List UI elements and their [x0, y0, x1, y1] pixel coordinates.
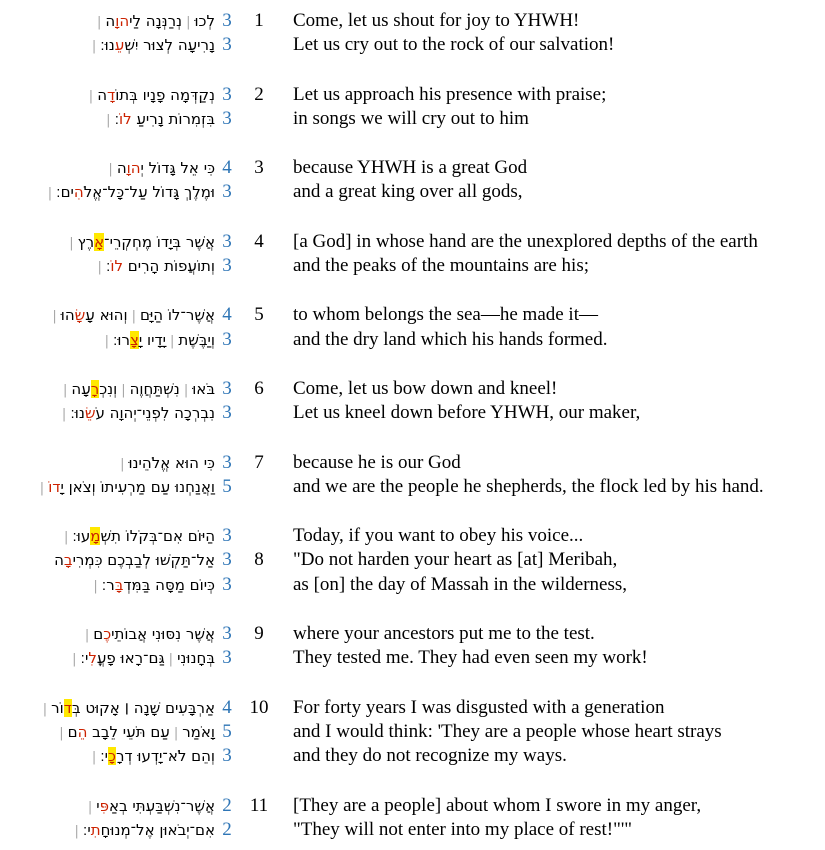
- hebrew-line: [0, 744, 215, 770]
- verse-group: [0, 524, 825, 597]
- verse-group: [0, 303, 825, 352]
- stress-count: 3: [222, 181, 232, 203]
- colon-divider-bar: |: [93, 578, 98, 594]
- stressed-letter: הִ: [73, 183, 84, 202]
- stress-count: 4: [222, 304, 232, 326]
- hebrew-line: [0, 83, 215, 109]
- stressed-letter: עֵ: [114, 36, 125, 55]
- hebrew-line: [0, 475, 215, 501]
- highlighted-stressed-letter: ד: [63, 698, 72, 717]
- hebrew-text: גַּם־רָאוּ פָעֳ: [96, 649, 165, 668]
- stress-count: 3: [222, 549, 232, 571]
- highlighted-stressed-letter: כָ: [108, 747, 116, 766]
- hebrew-line: [0, 254, 215, 280]
- colon-divider-bar: |: [97, 15, 102, 30]
- stress-count: 4: [222, 696, 232, 718]
- hebrew-text: עָה: [71, 379, 91, 398]
- hebrew-text: בִּזְמִרוֹת נָרִיעַ: [131, 109, 215, 128]
- english-line: to whom belongs the sea—he made it—: [293, 304, 598, 326]
- stress-count: 2: [222, 794, 232, 816]
- hebrew-text: וַאֲנַחְנוּ עַם מַרְעִיתוֹ וְצֹאן יָ: [60, 477, 215, 496]
- hebrew-text: ה: [97, 85, 107, 104]
- english-line: Let us approach his presence with praise;: [293, 83, 607, 105]
- hebrew-text: ה: [54, 551, 64, 570]
- stress-count: 3: [222, 328, 232, 350]
- hebrew-text: הוּ: [60, 306, 75, 325]
- english-line: and I would think: 'They are a people whose heart strays: [293, 720, 722, 742]
- hebrew-line: [0, 451, 215, 477]
- hebrew-text: וְיַבֶּשֶׁת: [178, 330, 215, 349]
- stress-count: 5: [222, 475, 232, 497]
- english-line: in songs we will cry out to him: [293, 107, 529, 129]
- stress-count: 3: [222, 83, 232, 105]
- hebrew-text: אֲשֶׁר בְּיָדוֹ מֶחְקְרֵי־: [104, 232, 215, 251]
- hebrew-line: [0, 794, 215, 820]
- stressed-letter: בָּ: [114, 575, 124, 594]
- verse-group: [0, 83, 825, 132]
- verse-group: [0, 696, 825, 769]
- colon-divider-bar: |: [87, 799, 93, 815]
- hebrew-text: ם: [93, 625, 104, 644]
- colon-divider-bar: |: [120, 456, 125, 472]
- colon-divider-bar: |: [59, 725, 64, 741]
- hebrew-text: ׃: [105, 257, 111, 276]
- hebrew-line: [0, 230, 215, 256]
- hebrew-text: ה: [105, 12, 116, 30]
- stressed-letter: תִ: [90, 820, 101, 839]
- highlighted-stressed-letter: רָ: [90, 379, 100, 398]
- english-line: Come, let us shout for joy to YHWH!: [293, 10, 580, 31]
- poetry-line-row: [0, 524, 825, 548]
- poetry-line-row: [0, 744, 825, 768]
- poetry-line-row: [0, 254, 825, 278]
- verse-group: [0, 451, 825, 500]
- verse-number: 2: [254, 83, 264, 105]
- hebrew-text: ר׃: [101, 575, 115, 594]
- poetry-line-row: [0, 328, 825, 352]
- hebrew-text: וְהֵם לֹא־יָדְעוּ דְרָ: [115, 747, 215, 766]
- hebrew-text: לְכוּ: [194, 12, 215, 30]
- colon-divider-bar: |: [42, 701, 48, 717]
- hebrew-text: י׃: [80, 649, 89, 668]
- colon-divider-bar: |: [63, 530, 69, 546]
- hebrew-text: ים׃: [56, 183, 74, 202]
- hebrew-text: ׃: [114, 109, 119, 128]
- colon-divider-bar: |: [97, 260, 102, 276]
- colon-divider-bar: |: [170, 333, 175, 349]
- hebrew-line: [0, 524, 215, 550]
- english-line: as [on] the day of Massah in the wilderness,: [293, 573, 628, 595]
- verse-number: 4: [254, 230, 264, 252]
- english-line: where your ancestors put me to the test.: [293, 623, 595, 645]
- hebrew-text: וְתוֹעֲפוֹת הָרִים: [123, 257, 215, 276]
- english-line: [They are a people] about whom I swore in my anger,: [293, 794, 702, 816]
- hebrew-line: [0, 33, 215, 59]
- stress-count: 3: [222, 107, 232, 129]
- stress-count: 5: [222, 720, 232, 742]
- verse-number: 11: [249, 794, 269, 816]
- verse-number: 8: [254, 549, 264, 571]
- poetry-line-row: [0, 818, 825, 842]
- hebrew-line: [0, 696, 215, 722]
- hebrew-line: [0, 303, 215, 329]
- english-line: Come, let us bow down and kneel!: [293, 377, 558, 399]
- verse-group: [0, 794, 825, 843]
- highlighted-stressed-letter: מָ: [90, 527, 101, 546]
- poetry-line-row: [0, 401, 825, 425]
- hebrew-text: בְּחָנוּנִי: [177, 649, 215, 668]
- hebrew-text: נִשְׁתַּחֲוֶה: [129, 379, 180, 398]
- verse-number: 9: [254, 623, 264, 645]
- english-line: Let us cry out to the rock of our salvation!: [293, 34, 615, 56]
- verse-number: 3: [254, 157, 264, 179]
- english-line: Today, if you want to obey his voice...: [293, 525, 584, 547]
- stressed-letter: הוָ: [115, 12, 130, 30]
- colon-divider-bar: |: [106, 112, 111, 128]
- stressed-letter: הוָ: [126, 159, 141, 178]
- stressed-letter: דָ: [107, 85, 116, 104]
- poetry-line-row: [0, 107, 825, 131]
- colon-divider-bar: |: [104, 333, 109, 349]
- english-line: and the peaks of the mountains are his;: [293, 255, 590, 277]
- hebrew-line: [0, 720, 215, 746]
- stressed-letter: פִּ: [99, 796, 109, 815]
- stress-count: 3: [222, 647, 232, 669]
- verse-number: 5: [254, 304, 264, 326]
- hebrew-text: וֹר: [51, 698, 64, 717]
- stressed-letter: לוֹ: [119, 109, 132, 128]
- colon-divider-bar: |: [84, 628, 90, 644]
- english-line: [a God] in whose hand are the unexplored depths of the earth: [293, 230, 758, 252]
- colon-divider-bar: |: [131, 309, 136, 325]
- stressed-letter: שֵׂ: [84, 404, 96, 423]
- hebrew-line: [0, 107, 215, 133]
- hebrew-line: [0, 9, 215, 35]
- hebrew-text: וְנִכְ: [99, 379, 118, 398]
- poetry-line-row: [0, 83, 825, 107]
- hebrew-text: יָדָיו יָ: [138, 330, 166, 349]
- poetry-line-row: [0, 548, 825, 572]
- hebrew-text: נוּ׃: [70, 404, 85, 423]
- hebrew-text: אֲשֶׁר נִסּוּנִי אֲבוֹתֵי: [111, 625, 215, 644]
- hebrew-text: ה: [116, 159, 127, 178]
- hebrew-line: [0, 156, 215, 182]
- stressed-letter: לוֹ: [110, 257, 123, 276]
- hebrew-text: בֹּאוּ: [192, 379, 215, 398]
- stress-count: 3: [222, 230, 232, 252]
- stressed-letter: הֵ: [77, 722, 88, 741]
- hebrew-text: י: [96, 796, 100, 815]
- stress-count: 3: [222, 623, 232, 645]
- hebrew-text: נְקַדְּמָה פָנָיו בְּתוֹ: [115, 85, 215, 104]
- stressed-letter: בָ: [63, 551, 73, 570]
- colon-divider-bar: |: [108, 162, 113, 178]
- hebrew-text: נִבְרְכָה לִפְנֵי־יְהוָה עֹ: [95, 404, 215, 423]
- colon-divider-bar: |: [47, 186, 53, 202]
- hebrew-text: וָאֹמַר: [182, 722, 215, 741]
- colon-divider-bar: |: [88, 88, 94, 104]
- hebrew-text: וְהוּא עָ: [85, 306, 128, 325]
- hebrew-line: [0, 180, 215, 206]
- hebrew-line: [0, 573, 215, 599]
- hebrew-line: [0, 377, 215, 403]
- verse-group: [0, 622, 825, 671]
- hebrew-text: אֲשֶׁר־לוֹ הַיָּם: [139, 306, 215, 325]
- english-line: because he is our God: [293, 451, 461, 473]
- hebrew-text: אֲשֶׁר־נִשְׁבַּעְתִּי בְאַ: [108, 796, 215, 815]
- poetry-line-row: [0, 180, 825, 204]
- colon-divider-bar: |: [69, 235, 74, 251]
- poetry-line-row: [0, 230, 825, 254]
- hebrew-text: עַם תֹּעֵי לֵבָב: [87, 722, 170, 741]
- hebrew-text: אַרְבָּעִים שָׁנָה ׀ אָקוּט בְּ: [71, 698, 215, 717]
- colon-divider-bar: |: [91, 39, 97, 55]
- stress-count: 3: [222, 402, 232, 424]
- stress-count: 3: [222, 745, 232, 767]
- verse-group: [0, 9, 825, 58]
- stress-count: 3: [222, 525, 232, 547]
- verse-number: 10: [249, 696, 269, 718]
- verse-number: 7: [254, 451, 264, 473]
- poetry-line-row: [0, 156, 825, 180]
- stressed-letter: כֶ: [103, 625, 112, 644]
- colon-divider-bar: |: [61, 407, 67, 423]
- english-line: and a great king over all gods,: [293, 181, 523, 203]
- hebrew-line: [0, 646, 215, 672]
- stress-count: 3: [222, 573, 232, 595]
- english-line: They tested me. They had even seen my work!: [293, 647, 648, 669]
- stress-count: 3: [222, 255, 232, 277]
- hebrew-text: י׃: [100, 747, 109, 766]
- hebrew-line: [0, 548, 215, 572]
- hebrew-text: אַל־תַּקְשׁוּ לְבַבְכֶם כִּמְרִי: [72, 551, 215, 570]
- english-line: Let us kneel down before YHWH, our maker,: [293, 402, 641, 424]
- verse-group: [0, 156, 825, 205]
- english-line: because YHWH is a great God: [293, 157, 528, 179]
- colon-divider-bar: |: [74, 823, 79, 839]
- hebrew-text: ם: [67, 722, 78, 741]
- hebrew-text: כְּיוֹם מַסָּה בַּמִּדְ: [123, 575, 215, 594]
- verse-group: [0, 377, 825, 426]
- english-line: "They will not enter into my place of rest!"'": [293, 818, 633, 840]
- colon-divider-bar: |: [63, 382, 68, 398]
- poetry-line-row: [0, 9, 825, 33]
- stress-count: 3: [222, 377, 232, 399]
- hebrew-text: י׃: [82, 820, 91, 839]
- stress-count: 2: [222, 818, 232, 840]
- hebrew-line: [0, 328, 215, 354]
- english-line: and we are the people he shepherds, the flock led by his hand.: [293, 475, 764, 497]
- poetry-line-row: [0, 33, 825, 57]
- highlighted-stressed-letter: אָ: [94, 232, 105, 251]
- hebrew-text: הַיּוֹם אִם־בְּקֹלוֹ תִשְׁ: [100, 527, 215, 546]
- hebrew-line: [0, 401, 215, 427]
- hebrew-text: נְרַנְּנָה לַי: [129, 12, 183, 30]
- stress-count: 3: [222, 10, 232, 31]
- colon-divider-bar: |: [168, 652, 174, 668]
- poetry-line-row: [0, 451, 825, 475]
- colon-divider-bar: |: [72, 652, 77, 668]
- verse-number: 1: [254, 10, 264, 31]
- hebrew-text: רֶץ: [77, 232, 95, 251]
- poetry-line-row: [0, 794, 825, 818]
- poetry-line-row: [0, 720, 825, 744]
- english-line: and they do not recognize my ways.: [293, 745, 567, 767]
- hebrew-line: [0, 818, 215, 844]
- verse-number: 6: [254, 377, 264, 399]
- colon-divider-bar: |: [121, 382, 126, 398]
- hebrew-text: עוּ׃: [72, 527, 91, 546]
- hebrew-text: וּמֶלֶךְ גָּדוֹל עַל־כָּל־אֱלֹ: [83, 183, 215, 202]
- hebrew-text: אִם־יְבֹאוּן אֶל־מְנוּחָ: [100, 820, 215, 839]
- english-line: "Do not harden your heart as [at] Meribah,: [293, 549, 618, 571]
- hebrew-text: נוּ׃: [100, 36, 115, 55]
- english-line: and the dry land which his hands formed.: [293, 328, 608, 350]
- hebrew-line: [0, 622, 215, 648]
- poetry-line-row: [0, 475, 825, 499]
- poetry-line-row: [0, 377, 825, 401]
- stress-count: 3: [222, 34, 232, 56]
- poetry-line-row: [0, 696, 825, 720]
- highlighted-stressed-letter: צָ: [129, 330, 139, 349]
- colon-divider-bar: |: [91, 750, 97, 766]
- stressed-letter: דוֹ: [48, 477, 61, 496]
- stressed-letter: לִ: [88, 649, 97, 668]
- colon-divider-bar: |: [173, 725, 179, 741]
- hebrew-text: כִּי אֵל גָּדוֹל יְ: [140, 159, 215, 178]
- poetry-line-row: [0, 303, 825, 327]
- english-line: For forty years I was disgusted with a generation: [293, 696, 665, 718]
- poetry-line-row: [0, 622, 825, 646]
- hebrew-text: כִּי הוּא אֱלֹהֵינוּ: [128, 453, 215, 472]
- colon-divider-bar: |: [52, 309, 57, 325]
- colon-divider-bar: |: [183, 382, 189, 398]
- stressed-letter: שָׂ: [74, 306, 86, 325]
- colon-divider-bar: |: [39, 480, 45, 496]
- verse-group: [0, 230, 825, 279]
- stress-count: 4: [222, 157, 232, 179]
- colon-divider-bar: |: [186, 15, 191, 30]
- poetry-line-row: [0, 646, 825, 670]
- hebrew-text: רוּ׃: [113, 330, 130, 349]
- stress-count: 3: [222, 451, 232, 473]
- poetry-line-row: [0, 573, 825, 597]
- hebrew-text: נָרִיעָה לְצוּר יִשְׁ: [124, 36, 215, 55]
